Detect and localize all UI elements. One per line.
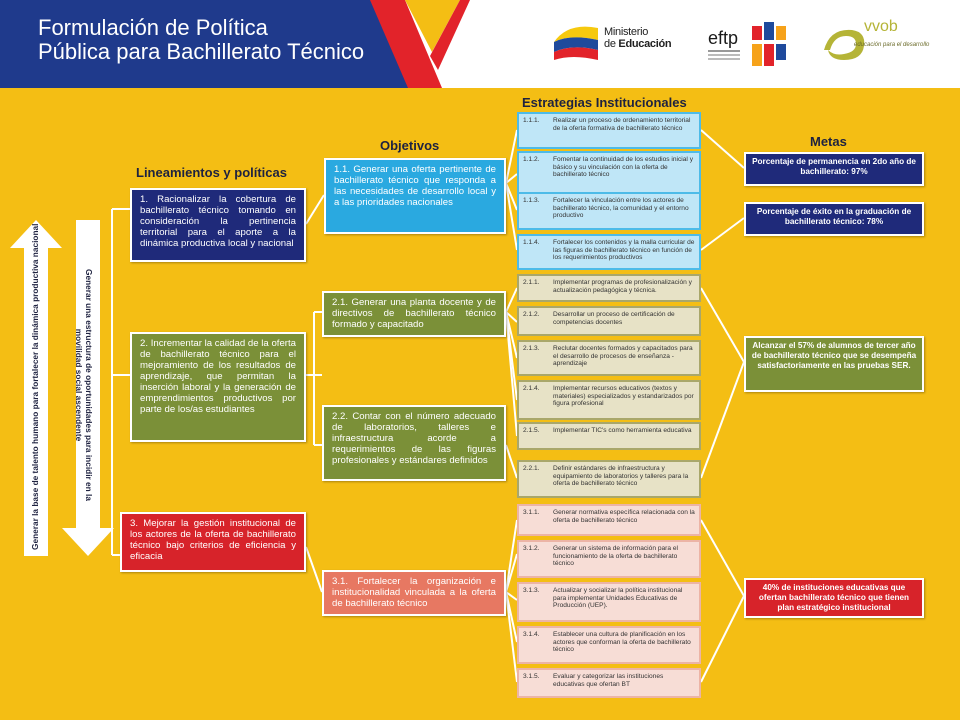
ministerio-line-2-bold: Educación — [618, 38, 672, 50]
arrow-left-text: Generar la base de talento humano para fortalecer la dinámica productiva nacional — [30, 223, 40, 550]
lineamiento-3: 3. Mejorar la gestión institucional de los actores de la oferta de bachillerato técnico bajo criterios de eficiencia y eficacia — [120, 512, 306, 572]
connector-o22-s10 — [506, 445, 517, 478]
arrow-right-text — [74, 215, 94, 555]
objetivo-1-1: 1.1. Generar una oferta pertinente de bachillerato técnico que responda a las necesidades de desarrollo local y a las prioridades nacionales — [324, 158, 506, 234]
estrategia-2-1-2: 2.1.2. Desarrollar un proceso de certificación de competencias docentes — [517, 306, 701, 336]
estrategia-1-1-4: 1.1.4. Fortalecer los contenidos y la malla curricular de las figuras de bachillerato técnico en función de los requerimientos productivos — [517, 234, 701, 270]
column-title-metas: Metas — [810, 134, 847, 149]
estrategia-1-1-3: 1.1.3. Fortalecer la vinculación entre los actores de bachillerato técnico, la comunidad y el entorno productivo — [517, 192, 701, 230]
meta-4: 40% de instituciones educativas que ofertan bachillerato técnico que tienen plan estratégico institucional — [744, 578, 924, 618]
connector-o21-s9 — [506, 312, 517, 436]
vvob-subtext: educación para el desarrollo — [854, 42, 930, 48]
ministerio-line-2-pre: de — [604, 38, 619, 50]
estrategia-3-1-4: 3.1.4. Establecer una cultura de planificación en los actores que conforman la oferta de bachillerato técnico — [517, 626, 701, 664]
title-line-1: Formulación de Política — [38, 15, 268, 40]
column-title-objetivos: Objetivos — [380, 138, 440, 153]
column-title-estrategias: Estrategias Institucionales — [522, 95, 687, 110]
eftp-text: eftp — [708, 28, 739, 48]
connector-s-m1a — [701, 130, 744, 168]
title-line-2: Pública para Bachillerato Técnico — [38, 39, 365, 64]
estrategia-1-1-1: 1.1.1. Realizar un proceso de ordenamiento territorial de la oferta formativa de bachillerato técnico — [517, 112, 701, 149]
meta-2: Porcentaje de éxito en la graduación de bachillerato técnico: 78% — [744, 202, 924, 236]
estrategia-3-1-3: 3.1.3. Actualizar y socializar la política institucional para implementar Unidades Educativas de Producción (UEP). — [517, 582, 701, 622]
connector-l3-o31 — [306, 547, 322, 592]
ministerio-line-1: Ministerio — [604, 26, 649, 38]
estrategia-2-1-4: 2.1.4. Implementar recursos educativos (textos y materiales) especializados y estandarizados por figura profesional — [517, 380, 701, 420]
connector-s-m3b — [701, 362, 744, 478]
estrategia-2-1-3: 2.1.3. Reclutar docentes formados y capacitados para el desarrollo de procesos de enseñanza - aprendizaje — [517, 340, 701, 376]
column-title-lineamientos: Lineamientos y políticas — [136, 165, 287, 180]
meta-3: Alcanzar el 57% de alumnos de tercer año de bachillerato técnico que se desempeña satisfactoriamente en las pruebas SER. — [744, 336, 924, 392]
connector-s-m4a — [701, 520, 744, 596]
connector-s-m3a — [701, 288, 744, 362]
objetivo-2-1: 2.1. Generar una planta docente y de directivos de bachillerato técnico formado y capacitado — [322, 291, 506, 337]
objetivo-3-1: 3.1. Fortalecer la organización e institucionalidad vinculada a la oferta de bachillerato técnico — [322, 570, 506, 616]
vvob-text: vvob — [864, 18, 898, 35]
connector-s-m2a — [701, 218, 744, 250]
connector-o21-s5 — [506, 288, 517, 312]
objetivo-2-2: 2.2. Contar con el número adecuado de laboratorios, talleres e infraestructura acorde a requerimientos de las figuras profesionales y estándares definidos — [322, 405, 506, 481]
estrategia-3-1-1: 3.1.1. Generar normativa específica relacionada con la oferta de bachillerato técnico — [517, 504, 701, 536]
meta-1: Porcentaje de permanencia en 2do año de bachillerato: 97% — [744, 152, 924, 186]
estrategia-1-1-2: 1.1.2. Fomentar la continuidad de los estudios inicial y básico y su vinculación con la oferta de bachillerato técnico — [517, 151, 701, 196]
arrow-right-line-1: Generar una estructura de oportunidades para incidir en la — [84, 269, 94, 501]
estrategia-2-2-1: 2.2.1. Definir estándares de infraestructura y equipamiento de laboratorios y talleres para la oferta de bachillerato técnico — [517, 460, 701, 498]
estrategia-3-1-5: 3.1.5. Evaluar y categorizar las instituciones educativas que ofertan BT — [517, 668, 701, 698]
lineamiento-1: 1. Racionalizar la cobertura de bachillerato técnico tomando en consideración la pertinencia territorial para el aporte a la dinámica productiva local y nacional — [130, 188, 306, 262]
estrategia-2-1-1: 2.1.1. Implementar programas de profesionalización y actualización pedagógica y técnica. — [517, 274, 701, 302]
connector-s-m4b — [701, 596, 744, 682]
connector-l1-o11 — [306, 195, 324, 224]
side-arrows — [8, 220, 118, 700]
connector-o11-s4 — [506, 183, 517, 250]
lineamiento-2: 2. Incrementar la calidad de la oferta de bachillerato técnico para el mejoramiento de los resultados de aprendizaje, que permitan la inserción laboral y la generación de emprendimientos productivos por parte de los/as estudiantes — [130, 332, 306, 442]
estrategia-3-1-2: 3.1.2. Generar un sistema de información para el funcionamiento de la oferta de bachillerato técnico — [517, 540, 701, 578]
connector-o31-s11 — [506, 520, 517, 592]
estrategia-2-1-5: 2.1.5. Implementar TIC's como herramienta educativa — [517, 422, 701, 450]
arrow-right-line-2: movilidad social ascendente — [74, 328, 84, 442]
